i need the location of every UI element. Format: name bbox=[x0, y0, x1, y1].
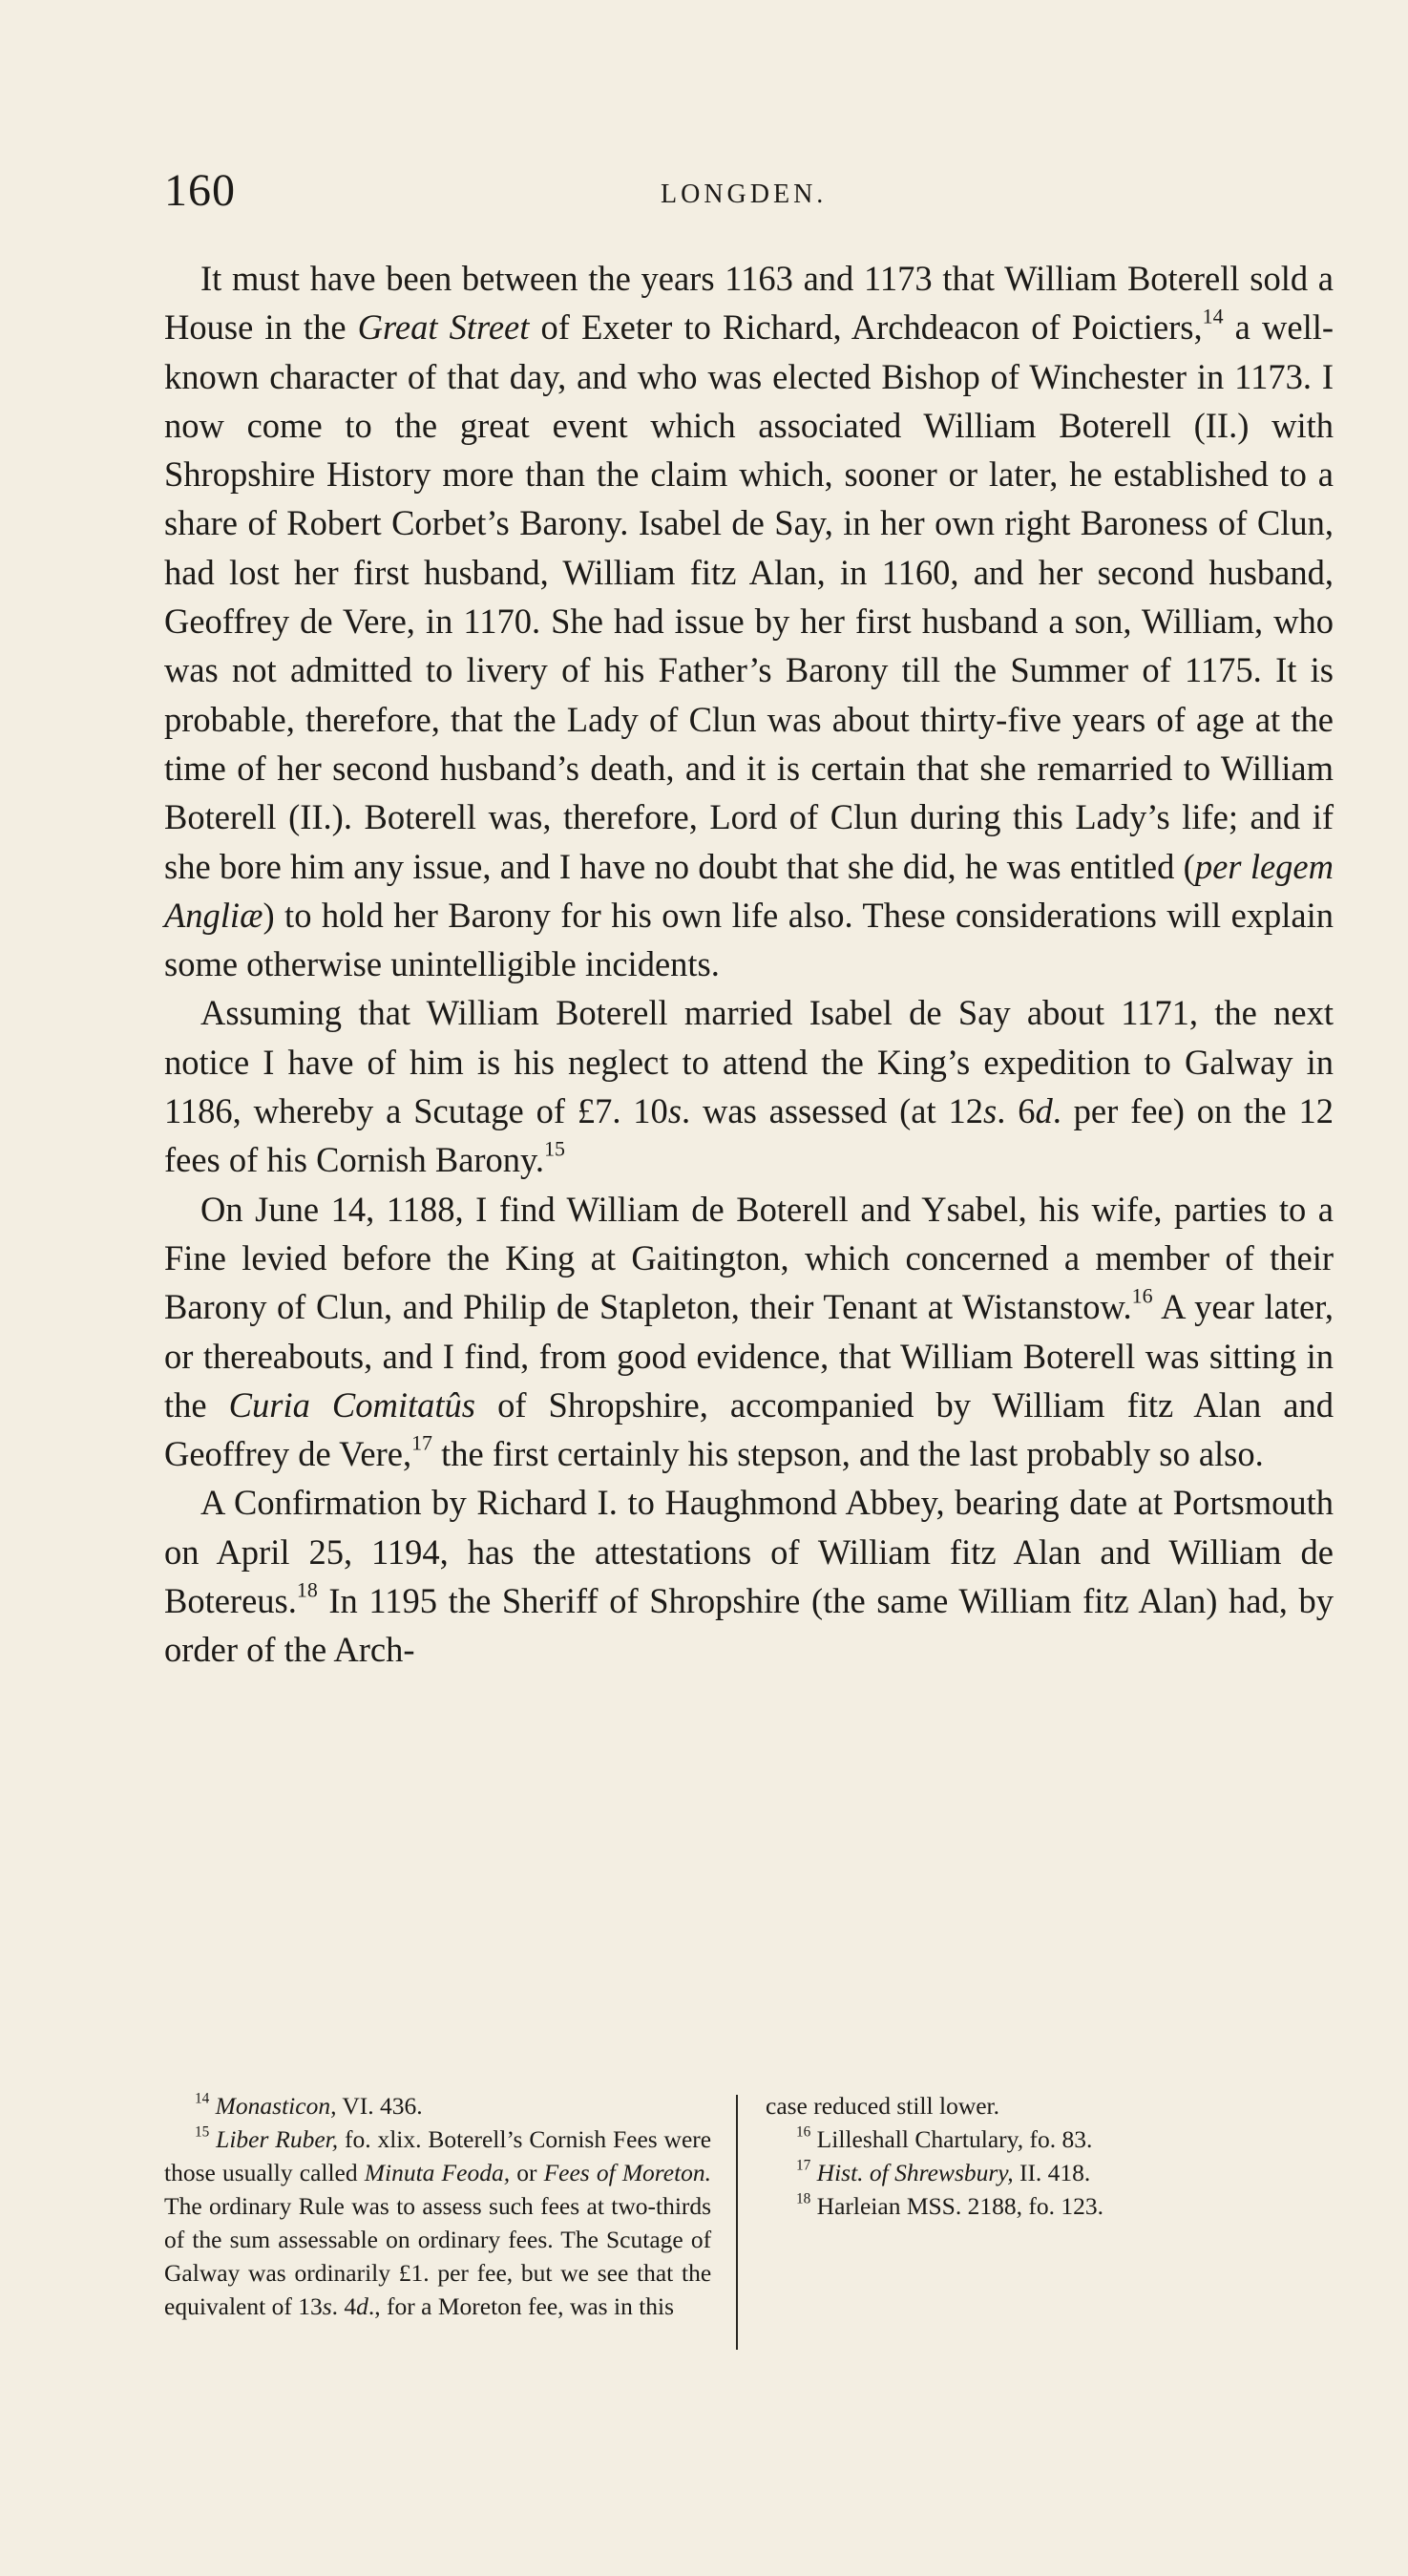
footnote-15: $^{15}$ Liber Ruber, fo. xlix. Boterell’s Cornish Fees were those usually called Minuta Feoda, or Fees of Moreton. The ordinary Rule was to assess such fees at two-thirds of the sum assessable on ordinary fees. The Scutage of Galway was ordinarily £1. per fee, but we see that the equivalent of 13s. 4d., for a Moreton fee, was in this bbox=[164, 2123, 712, 2320]
footnote-17: $^{17}$ Hist. of Shrewsbury, II. 418. bbox=[796, 2157, 1091, 2186]
footnotes-left-column bbox=[164, 2089, 711, 2323]
paragraph-3: On June 14, 1188, I find William de Boterell and Ysabel, his wife, parties to a Fine levied before the King at Gaitington, which concerned a member of their Barony of Clun, and Philip de Stapleton, their Tenant at Wistanstow.$^{16}$ A year later, or thereabouts, and I find, from good evidence, that William Boterell was sitting in the Curia Comitatûs of Shropshire, accompanied by William fitz Alan and Geoffrey de Vere,$^{17}$ the first certainly his stepson, and the last probably so also. bbox=[164, 1189, 1334, 1474]
footnotes-right-column bbox=[766, 2089, 1334, 2223]
footnote-16: $^{16}$ Lilleshall Chartulary, fo. 83. bbox=[796, 2123, 1093, 2153]
footnote-column-divider bbox=[736, 2095, 738, 2350]
footnote-14: $^{14}$ Monasticon, VI. 436. bbox=[195, 2090, 423, 2120]
footnote-18: $^{18}$ Harleian MSS. 2188, fo. 123. bbox=[796, 2190, 1103, 2220]
footnote-15-continued: case reduced still lower. bbox=[766, 2092, 1000, 2120]
footnote-ref-17: 17 bbox=[411, 1430, 432, 1455]
page-number: 160 bbox=[164, 165, 236, 216]
main-text bbox=[164, 254, 1334, 1675]
paragraph-1: It must have been between the years 1163 and 1173 that William Boterell sold a House in the Great Street of Exeter to Richard, Archdeacon of Poictiers,$^{14}$ a well-known character of that day, and who was elected Bishop of Winchester in 1173. I now come to the great event which associated William Boterell (II.) with Shropshire History more than the claim which, sooner or later, he established to a share of Robert Corbet’s Barony. Isabel de Say, in her own right Baroness of Clun, had lost her first husband, William fitz Alan, in 1160, and her second husband, Geoffrey de Vere, in 1170. She had issue by her first husband a son, William, who was not admitted to livery of his Father’s Barony till the Summer of 1175. It is probable, therefore, that the Lady of Clun was about thirty-five years of age at the time of her second husband’s death, and it is certain that she remarried to William Boterell (II.). Boterell was, therefore, Lord of Clun during this Lady’s life; and if she bore him any issue, and I have no doubt that she did, he was entitled (per legem Angliæ) to hold her Barony for his own life also. These considerations will explain some otherwise unintelligible incidents. bbox=[164, 259, 1334, 984]
paragraph-4: A Confirmation by Richard I. to Haughmond Abbey, bearing date at Portsmouth on April 25, 1194, has the attestations of William fitz Alan and William de Botereus.$^{18}$ In 1195 the Sheriff of Shropshire (the same William fitz Alan) had, by order of the Arch- bbox=[164, 1483, 1334, 1670]
page-header bbox=[164, 164, 1334, 222]
paragraph-2: Assuming that William Boterell married Isabel de Say about 1171, the next notice I have of him is his neglect to attend the King’s expedition to Galway in 1186, whereby a Scutage of £7. 10s. was assessed (at 12s. 6d. per fee) on the 12 fees of his Cornish Barony.$^{15}$ bbox=[164, 993, 1334, 1180]
footnote-ref-18: 18 bbox=[296, 1577, 318, 1602]
footnote-ref-16: 16 bbox=[1131, 1283, 1153, 1308]
running-head: LONGDEN. bbox=[661, 179, 828, 209]
footnote-ref-15: 15 bbox=[544, 1136, 565, 1161]
footnote-ref-14: 14 bbox=[1202, 304, 1224, 328]
